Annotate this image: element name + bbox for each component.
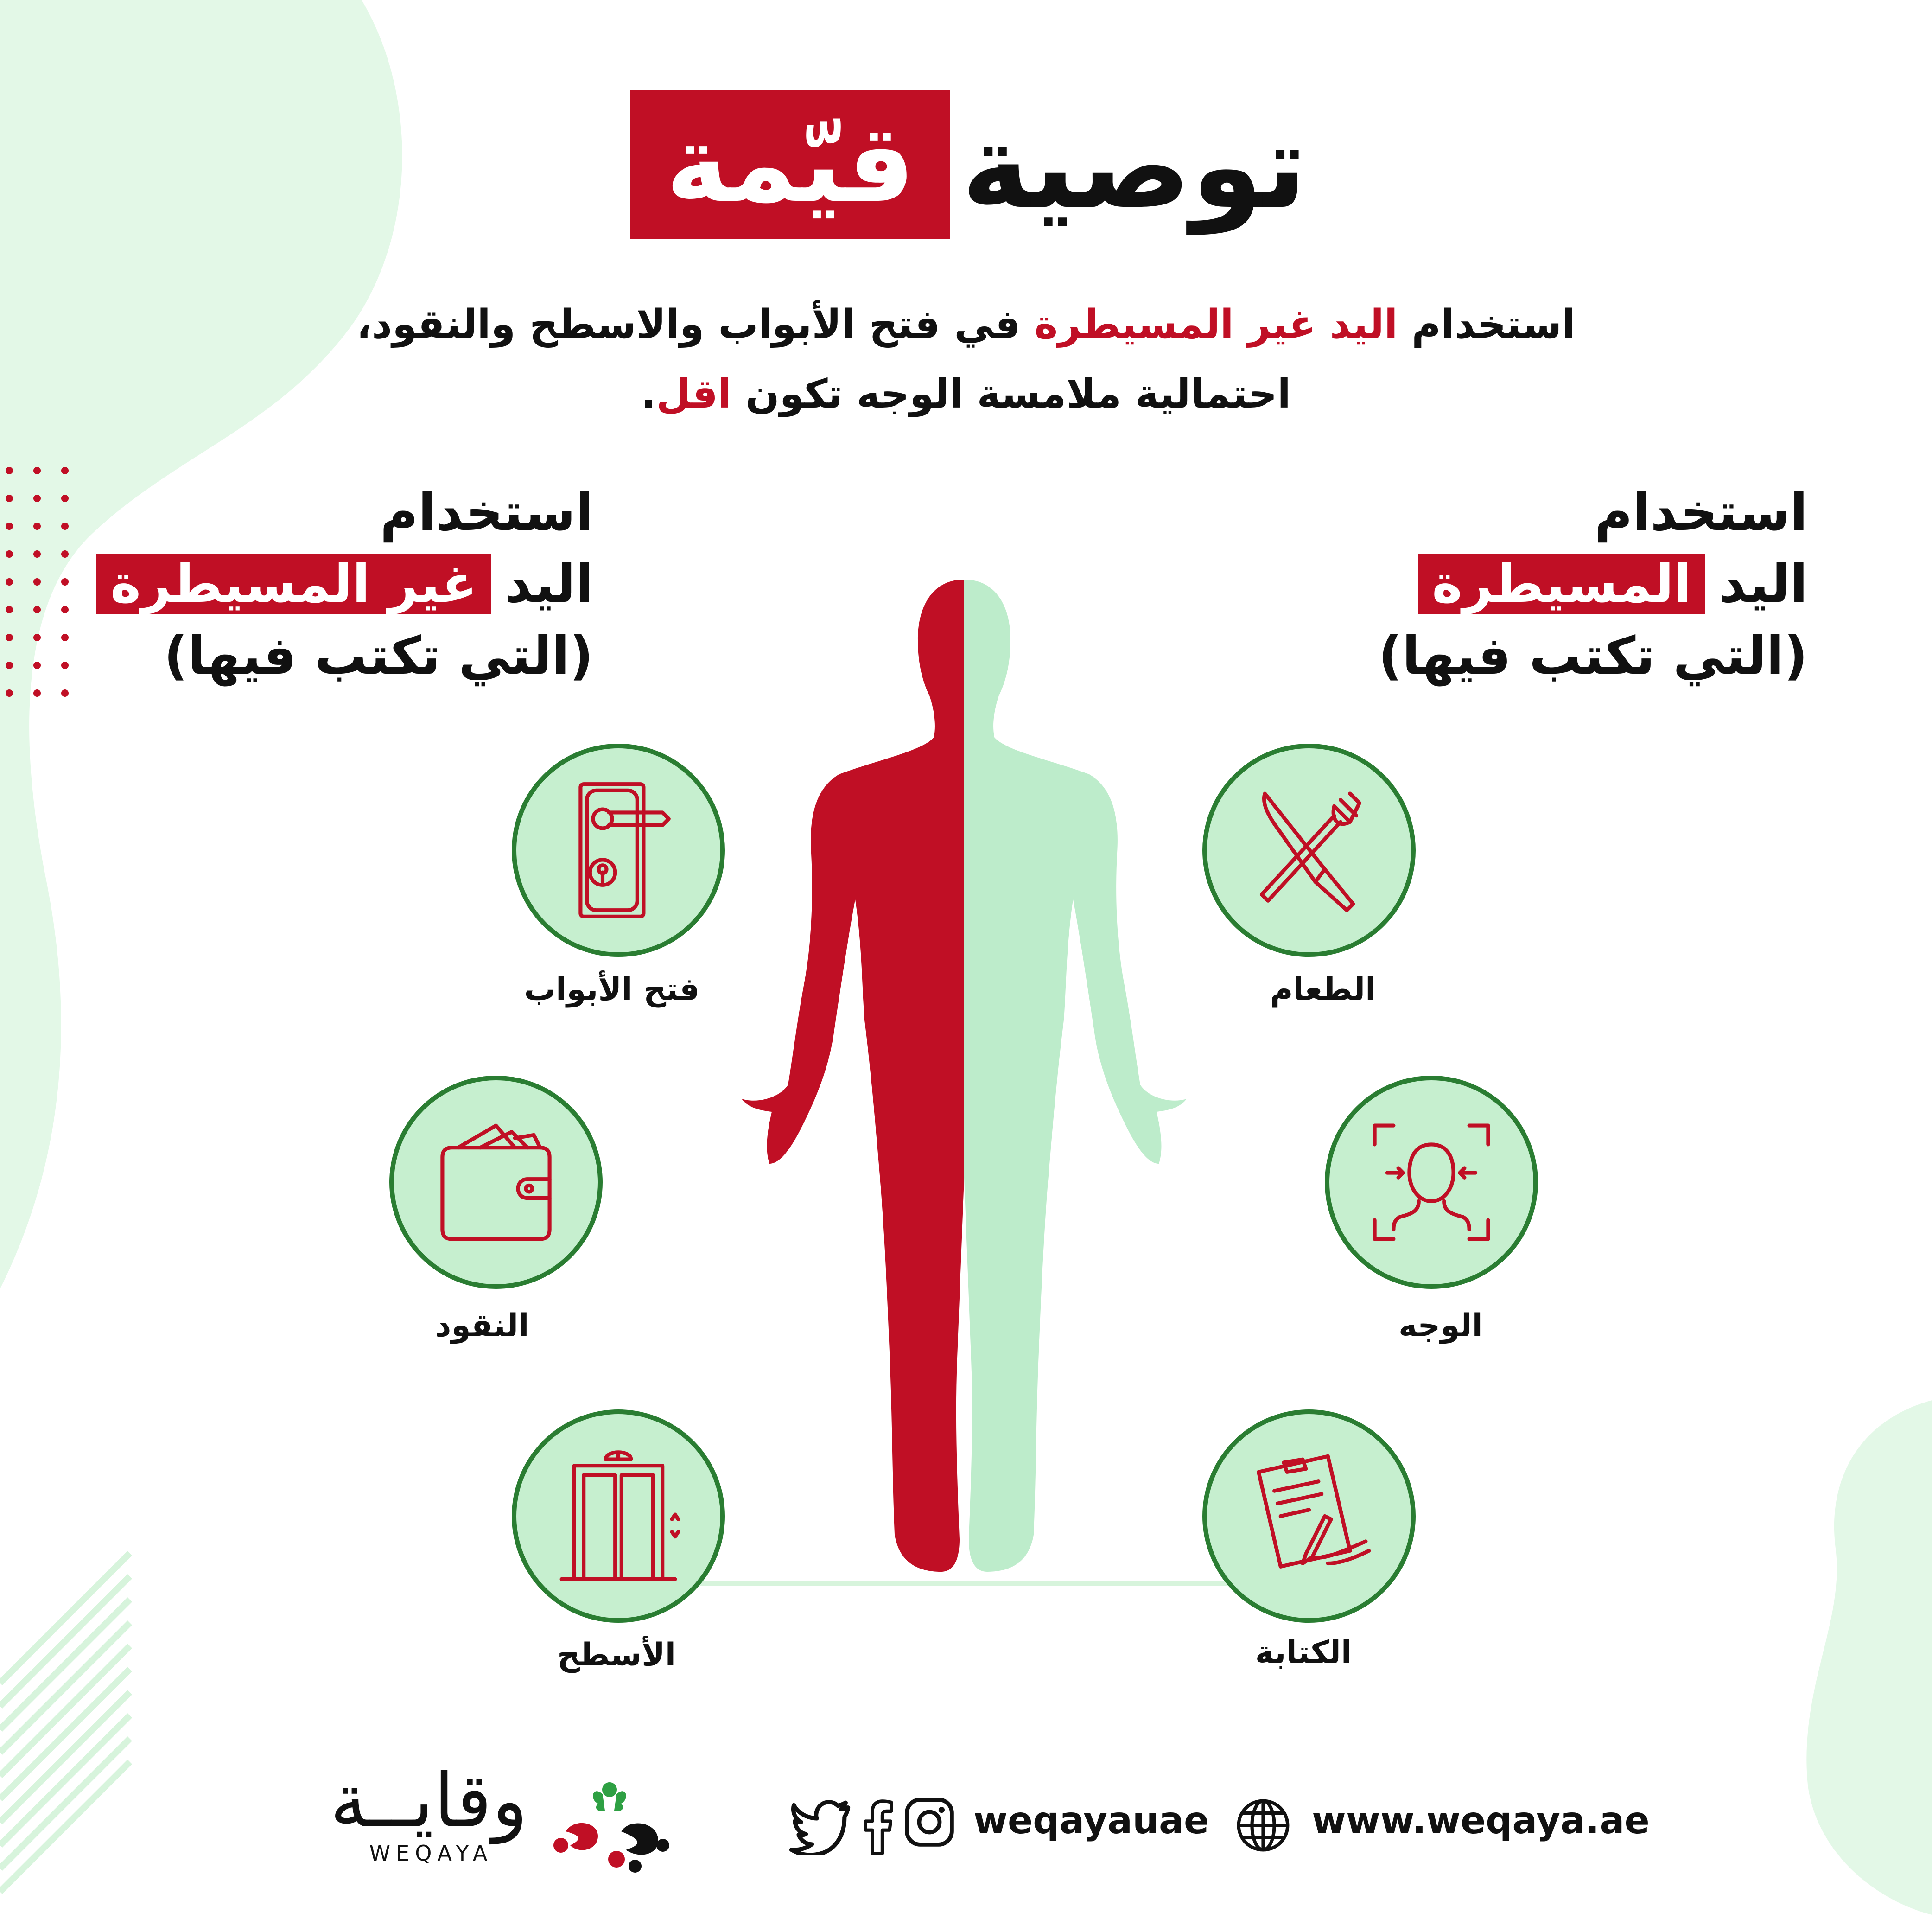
right-heading-line3: (التي تكتب فيها) bbox=[1378, 626, 1808, 686]
decor-dot bbox=[33, 634, 41, 641]
left-heading-line3: (التي تكتب فيها) bbox=[164, 626, 593, 686]
title bbox=[630, 90, 1307, 243]
food-label: الطعام bbox=[1270, 971, 1376, 1008]
intro-line1-highlight: اليد غير المسيطرة bbox=[1034, 301, 1398, 348]
decor-dot bbox=[33, 550, 41, 558]
decor-dot bbox=[6, 523, 13, 530]
title-red-box bbox=[630, 90, 950, 239]
decor-dot bbox=[61, 523, 69, 530]
right-heading-line2 bbox=[1418, 554, 1808, 614]
decor-dot bbox=[61, 689, 69, 697]
brand-latin: WEQAYA bbox=[369, 1841, 493, 1866]
decor-dot bbox=[33, 495, 41, 502]
facebook-icon[interactable] bbox=[862, 1799, 895, 1855]
face-label: الوجه bbox=[1398, 1307, 1483, 1344]
human-figure bbox=[723, 575, 1205, 1586]
decor-dot bbox=[61, 495, 69, 502]
intro-line2-c: . bbox=[641, 371, 656, 417]
fork-knife-icon bbox=[1230, 772, 1388, 929]
globe-icon bbox=[1235, 1798, 1291, 1853]
decor-dot bbox=[61, 578, 69, 586]
decor-dot bbox=[6, 634, 13, 641]
left-heading-line2 bbox=[96, 554, 593, 614]
title-black-part: توصية bbox=[961, 99, 1307, 234]
writing-label: الكتابة bbox=[1255, 1634, 1352, 1671]
bottom-right-blob bbox=[1806, 1400, 1932, 1915]
decor-dot bbox=[6, 495, 13, 502]
intro-line-2 bbox=[324, 371, 1608, 417]
intro-line1-a: استخدام bbox=[1398, 301, 1576, 348]
decor-dot bbox=[6, 689, 13, 697]
elevator-icon bbox=[540, 1437, 697, 1595]
intro-line-1 bbox=[324, 301, 1608, 348]
decor-dot bbox=[33, 578, 41, 586]
decor-dot bbox=[61, 634, 69, 641]
decor-dot bbox=[61, 606, 69, 613]
surfaces-circle bbox=[512, 1409, 725, 1623]
brand-arabic: وقايــة bbox=[330, 1757, 528, 1844]
intro-line1-c: في فتح الأبواب والاسطح والنقود، bbox=[356, 301, 1035, 348]
right-heading-line1: استخدام bbox=[1594, 482, 1808, 542]
right-heading-prefix: اليد bbox=[1719, 554, 1808, 614]
right-heading-boxed: المسيطرة bbox=[1418, 554, 1705, 614]
surfaces-label: الأسطح bbox=[557, 1637, 676, 1673]
decor-dot bbox=[61, 550, 69, 558]
decor-dot bbox=[33, 662, 41, 669]
decor-dot bbox=[33, 523, 41, 530]
left-heading-prefix: اليد bbox=[505, 554, 593, 614]
doors-label: فتح الأبواب bbox=[524, 971, 700, 1008]
weqaya-logo-icon bbox=[547, 1776, 677, 1878]
title-red-part: قيّمة bbox=[665, 102, 915, 226]
clipboard-writing-icon bbox=[1230, 1437, 1388, 1595]
face-scan-icon bbox=[1353, 1103, 1510, 1261]
decor-dot bbox=[61, 662, 69, 669]
decor-dot bbox=[6, 550, 13, 558]
instagram-icon[interactable] bbox=[904, 1797, 955, 1848]
doors-circle bbox=[512, 744, 725, 957]
money-circle bbox=[389, 1076, 603, 1289]
twitter-icon[interactable] bbox=[788, 1794, 858, 1855]
website-link[interactable]: www.weqaya.ae bbox=[1312, 1799, 1650, 1842]
decor-dot bbox=[33, 467, 41, 474]
left-heading-line1: استخدام bbox=[380, 482, 593, 542]
wallet-icon bbox=[417, 1103, 575, 1261]
left-heading-boxed: غير المسيطرة bbox=[96, 554, 491, 614]
decor-dot bbox=[6, 467, 13, 474]
food-circle bbox=[1202, 744, 1416, 957]
decor-dot bbox=[6, 606, 13, 613]
decor-dot bbox=[61, 467, 69, 474]
money-label: النقود bbox=[435, 1307, 529, 1344]
decor-dot bbox=[33, 689, 41, 697]
intro-line2-highlight: اقل bbox=[656, 371, 732, 417]
writing-circle bbox=[1202, 1409, 1416, 1623]
decor-dot bbox=[6, 662, 13, 669]
diagonal-stripes bbox=[0, 1553, 130, 1892]
decor-dot bbox=[6, 578, 13, 586]
social-handle[interactable]: weqayauae bbox=[973, 1799, 1209, 1842]
intro-line2-a: احتمالية ملامسة الوجه تكون bbox=[731, 371, 1291, 417]
decor-dot bbox=[33, 606, 41, 613]
face-circle bbox=[1325, 1076, 1538, 1289]
door-handle-icon bbox=[540, 772, 697, 929]
